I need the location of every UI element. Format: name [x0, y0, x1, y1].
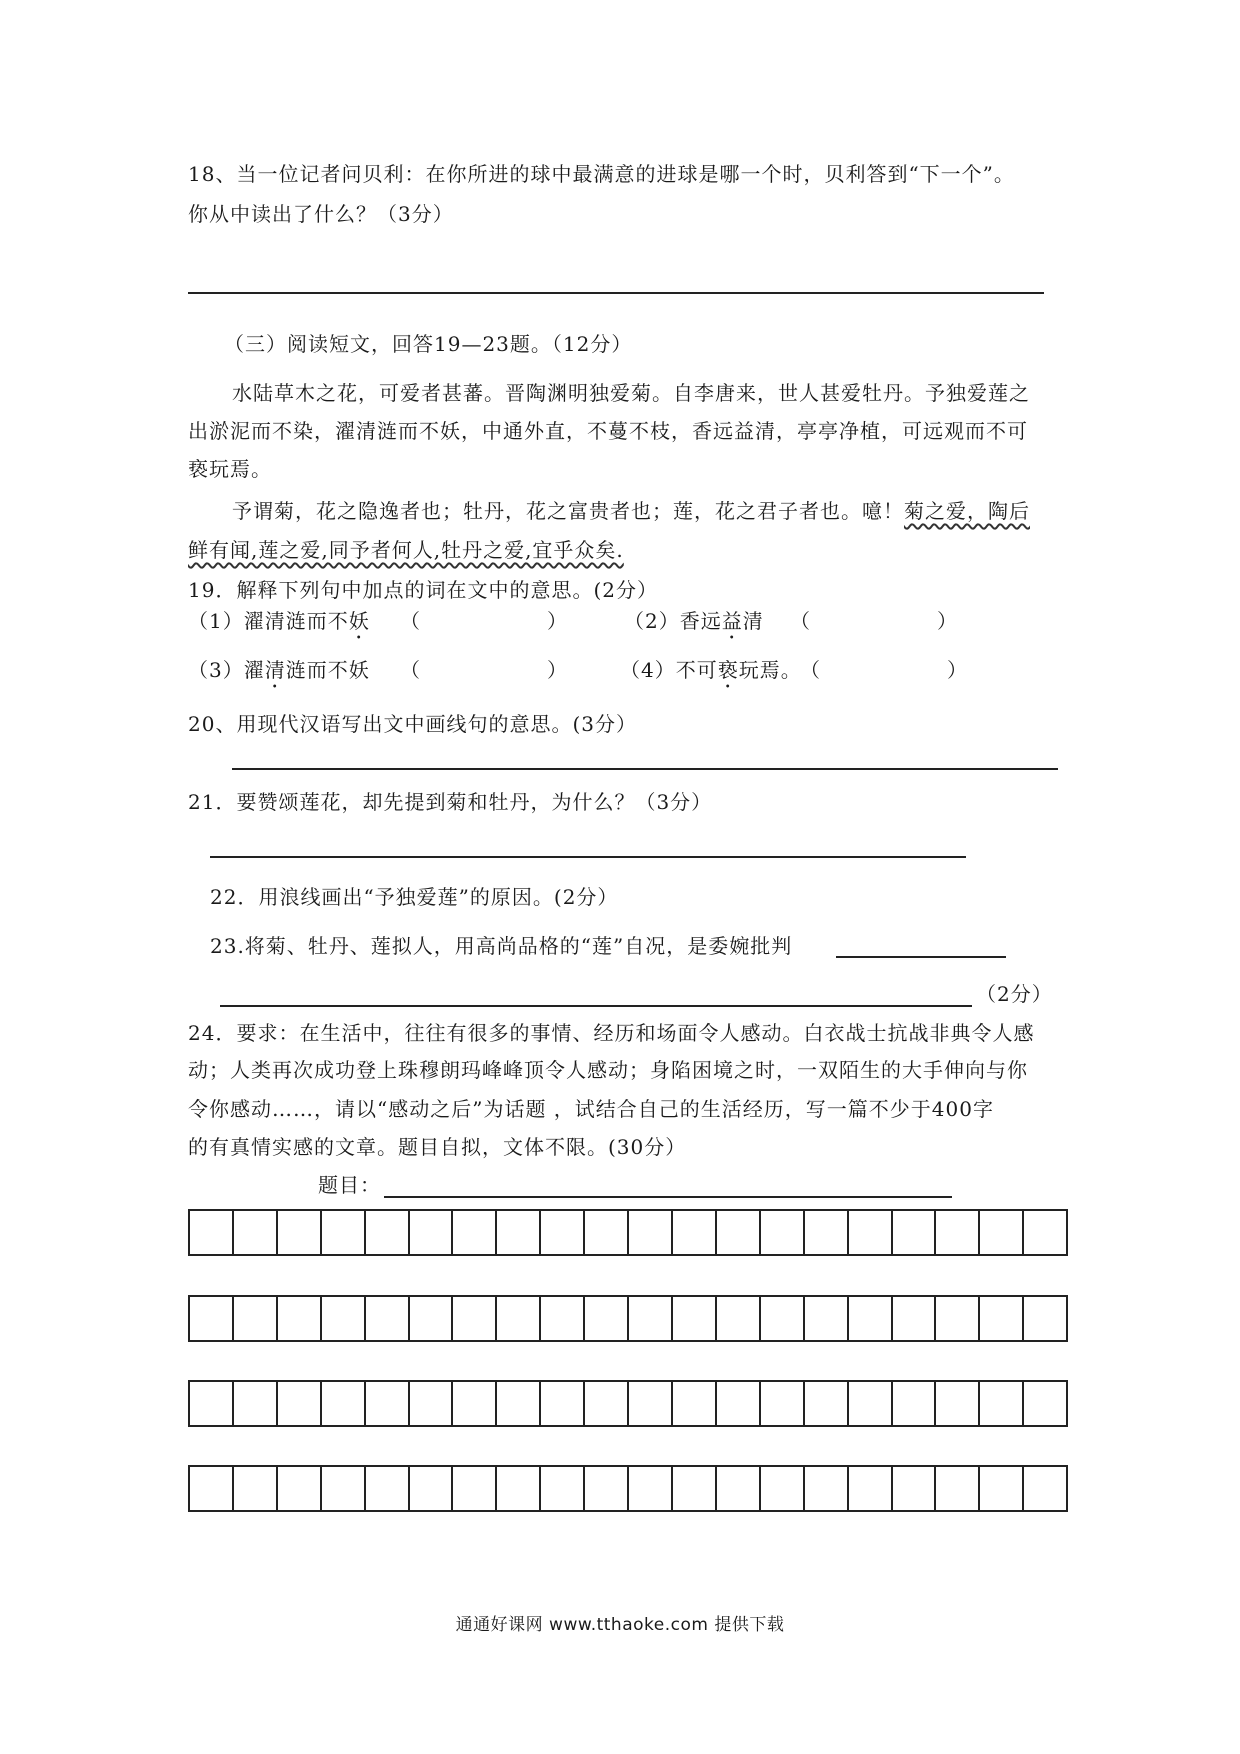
essay-title-line[interactable] — [384, 1196, 952, 1198]
q19-item-post: 涟而不妖 — [285, 658, 370, 682]
grid-cell[interactable] — [190, 1382, 234, 1425]
writing-grid-row[interactable] — [188, 1295, 1068, 1342]
q23-score: （2分） — [976, 982, 1053, 1006]
grid-cell[interactable] — [936, 1211, 980, 1254]
q19-item-4 — [620, 656, 802, 693]
q19-item-num: （1） — [188, 609, 244, 633]
grid-cell[interactable] — [410, 1467, 454, 1510]
grid-cell[interactable] — [980, 1211, 1024, 1254]
grid-cell[interactable] — [453, 1297, 497, 1340]
grid-cell[interactable] — [585, 1297, 629, 1340]
q19-item-num: （3） — [188, 658, 244, 682]
q19-item-1-blank[interactable]: （ ） — [400, 609, 568, 633]
grid-cell[interactable] — [366, 1467, 410, 1510]
q19-item-3 — [188, 656, 370, 693]
q19-item-dotted-word: 亵 — [717, 658, 739, 682]
section3-heading: （三）阅读短文，回答19—23题。（12分） — [224, 332, 633, 356]
grid-cell[interactable] — [717, 1467, 761, 1510]
grid-cell[interactable] — [936, 1382, 980, 1425]
passage-p2-line2: 鲜有闻,莲之爱,同予者何人,牡丹之爱,宜乎众矣. — [188, 538, 624, 562]
grid-cell[interactable] — [629, 1382, 673, 1425]
grid-cell[interactable] — [1024, 1467, 1066, 1510]
q19-item-dotted-word: 清 — [264, 658, 286, 682]
grid-cell[interactable] — [980, 1467, 1024, 1510]
grid-cell[interactable] — [629, 1297, 673, 1340]
grid-cell[interactable] — [717, 1382, 761, 1425]
q19-item-dotted-word: 益 — [721, 609, 743, 633]
grid-cell[interactable] — [893, 1467, 937, 1510]
passage-p1-line1: 水陆草木之花，可爱者甚蕃。晋陶渊明独爱菊。自李唐来，世人甚爱牡丹。予独爱莲之 — [232, 381, 1030, 405]
grid-cell[interactable] — [410, 1382, 454, 1425]
grid-cell[interactable] — [453, 1211, 497, 1254]
grid-cell[interactable] — [893, 1297, 937, 1340]
q18-answer-line[interactable] — [188, 292, 1044, 294]
passage-p2-line1-text: 予谓菊，花之隐逸者也；牡丹，花之富贵者也；莲，花之君子者也。噫！ — [232, 499, 904, 523]
passage-p2-line1 — [232, 497, 1030, 525]
grid-cell[interactable] — [541, 1467, 585, 1510]
grid-cell[interactable] — [497, 1297, 541, 1340]
q24-line1: 24．要求：在生活中，往往有很多的事情、经历和场面令人感动。白衣战士抗战非典令人感 — [188, 1021, 1035, 1045]
grid-cell[interactable] — [278, 1211, 322, 1254]
grid-cell[interactable] — [322, 1382, 366, 1425]
q24-line4: 的有真情实感的文章。题目自拟，文体不限。(30分） — [188, 1135, 687, 1159]
grid-cell[interactable] — [190, 1211, 234, 1254]
writing-grid-row[interactable] — [188, 1465, 1068, 1512]
grid-cell[interactable] — [366, 1382, 410, 1425]
grid-cell[interactable] — [190, 1297, 234, 1340]
grid-cell[interactable] — [541, 1382, 585, 1425]
grid-cell[interactable] — [453, 1467, 497, 1510]
q18-line1: 18、当一位记者问贝利：在你所进的球中最满意的进球是哪一个时，贝利答到“下一个”。 — [188, 162, 1015, 186]
grid-cell[interactable] — [234, 1382, 278, 1425]
q19-title: 19．解释下列句中加点的词在文中的意思。(2分） — [188, 578, 658, 602]
grid-cell[interactable] — [585, 1467, 629, 1510]
grid-cell[interactable] — [234, 1297, 278, 1340]
grid-cell[interactable] — [849, 1467, 893, 1510]
grid-cell[interactable] — [366, 1297, 410, 1340]
grid-cell[interactable] — [234, 1211, 278, 1254]
q22-title: 22．用浪线画出“予独爱莲”的原因。(2分） — [210, 885, 619, 909]
grid-cell[interactable] — [805, 1297, 849, 1340]
writing-grid-row[interactable] — [188, 1380, 1068, 1427]
grid-cell[interactable] — [234, 1467, 278, 1510]
q20-title: 20、用现代汉语写出文中画线句的意思。(3分） — [188, 712, 637, 736]
q19-item-num: （4） — [620, 658, 676, 682]
q19-item-pre: 濯清涟而不 — [243, 609, 349, 633]
grid-cell[interactable] — [805, 1467, 849, 1510]
essay-title-label: 题目： — [318, 1173, 381, 1197]
q23-title: 23.将菊、牡丹、莲拟人，用高尚品格的“莲”自况，是委婉批判 — [210, 934, 793, 958]
writing-grid-row[interactable] — [188, 1209, 1068, 1256]
grid-cell[interactable] — [541, 1297, 585, 1340]
q19-item-post: 清 — [742, 609, 764, 633]
passage-p2-line1-wavy: 菊之爱，陶后 — [904, 499, 1030, 523]
grid-cell[interactable] — [893, 1382, 937, 1425]
q23-blank-line[interactable] — [836, 956, 1006, 958]
grid-cell[interactable] — [717, 1211, 761, 1254]
grid-cell[interactable] — [849, 1297, 893, 1340]
grid-cell[interactable] — [1024, 1297, 1066, 1340]
q20-answer-line[interactable] — [232, 768, 1058, 770]
grid-cell[interactable] — [190, 1467, 234, 1510]
grid-cell[interactable] — [673, 1382, 717, 1425]
q19-item-3-blank[interactable]: （ ） — [400, 658, 568, 682]
grid-cell[interactable] — [629, 1467, 673, 1510]
passage-p1-line3: 亵玩焉。 — [188, 457, 272, 481]
grid-cell[interactable] — [936, 1297, 980, 1340]
grid-cell[interactable] — [717, 1297, 761, 1340]
grid-cell[interactable] — [366, 1211, 410, 1254]
q19-item-pre: 濯 — [243, 658, 265, 682]
q19-item-2-blank[interactable]: （ ） — [790, 609, 958, 633]
q19-item-dotted-word: 妖 — [348, 609, 370, 633]
grid-cell[interactable] — [761, 1382, 805, 1425]
q19-item-post: 玩焉。 — [738, 658, 802, 682]
passage-p1-line2: 出淤泥而不染，濯清涟而不妖，中通外直，不蔓不枝，香远益清，亭亭净植，可远观而不可 — [188, 419, 1028, 443]
grid-cell[interactable] — [980, 1297, 1024, 1340]
q19-item-2 — [624, 607, 764, 644]
grid-cell[interactable] — [322, 1467, 366, 1510]
q19-item-4-blank[interactable]: （ ） — [800, 658, 968, 682]
q24-line2: 动；人类再次成功登上珠穆朗玛峰峰顶令人感动；身陷困境之时，一双陌生的大手伸向与你 — [188, 1058, 1028, 1082]
grid-cell[interactable] — [322, 1211, 366, 1254]
q21-answer-line[interactable] — [210, 856, 966, 858]
grid-cell[interactable] — [980, 1382, 1024, 1425]
q21-title: 21．要赞颂莲花，却先提到菊和牡丹，为什么？（3分） — [188, 790, 713, 814]
grid-cell[interactable] — [893, 1211, 937, 1254]
grid-cell[interactable] — [761, 1211, 805, 1254]
grid-cell[interactable] — [497, 1211, 541, 1254]
footer-text: 通通好课网 www.tthaoke.com 提供下载 — [455, 1615, 785, 1635]
grid-cell[interactable] — [585, 1211, 629, 1254]
q19-item-1 — [188, 607, 370, 644]
grid-cell[interactable] — [849, 1382, 893, 1425]
grid-cell[interactable] — [278, 1467, 322, 1510]
grid-cell[interactable] — [1024, 1211, 1066, 1254]
grid-cell[interactable] — [278, 1382, 322, 1425]
grid-cell[interactable] — [278, 1297, 322, 1340]
grid-cell[interactable] — [453, 1382, 497, 1425]
grid-cell[interactable] — [673, 1211, 717, 1254]
grid-cell[interactable] — [497, 1382, 541, 1425]
grid-cell[interactable] — [585, 1382, 629, 1425]
grid-cell[interactable] — [805, 1382, 849, 1425]
q19-item-pre: 香远 — [679, 609, 722, 633]
q19-item-num: （2） — [624, 609, 680, 633]
grid-cell[interactable] — [849, 1211, 893, 1254]
q24-line3: 令你感动……，请以“感动之后”为话题 ，试结合自己的生活经历，写一篇不少于400字 — [188, 1097, 994, 1121]
grid-cell[interactable] — [673, 1467, 717, 1510]
grid-cell[interactable] — [761, 1297, 805, 1340]
grid-cell[interactable] — [1024, 1382, 1066, 1425]
grid-cell[interactable] — [936, 1467, 980, 1510]
grid-cell[interactable] — [673, 1297, 717, 1340]
q23-answer-line[interactable] — [220, 1005, 972, 1007]
grid-cell[interactable] — [629, 1211, 673, 1254]
q18-line2: 你从中读出了什么？（3分） — [188, 202, 454, 226]
grid-cell[interactable] — [322, 1297, 366, 1340]
grid-cell[interactable] — [805, 1211, 849, 1254]
grid-cell[interactable] — [541, 1211, 585, 1254]
grid-cell[interactable] — [410, 1211, 454, 1254]
grid-cell[interactable] — [410, 1297, 454, 1340]
grid-cell[interactable] — [761, 1467, 805, 1510]
q19-item-pre: 不可 — [675, 658, 718, 682]
grid-cell[interactable] — [497, 1467, 541, 1510]
